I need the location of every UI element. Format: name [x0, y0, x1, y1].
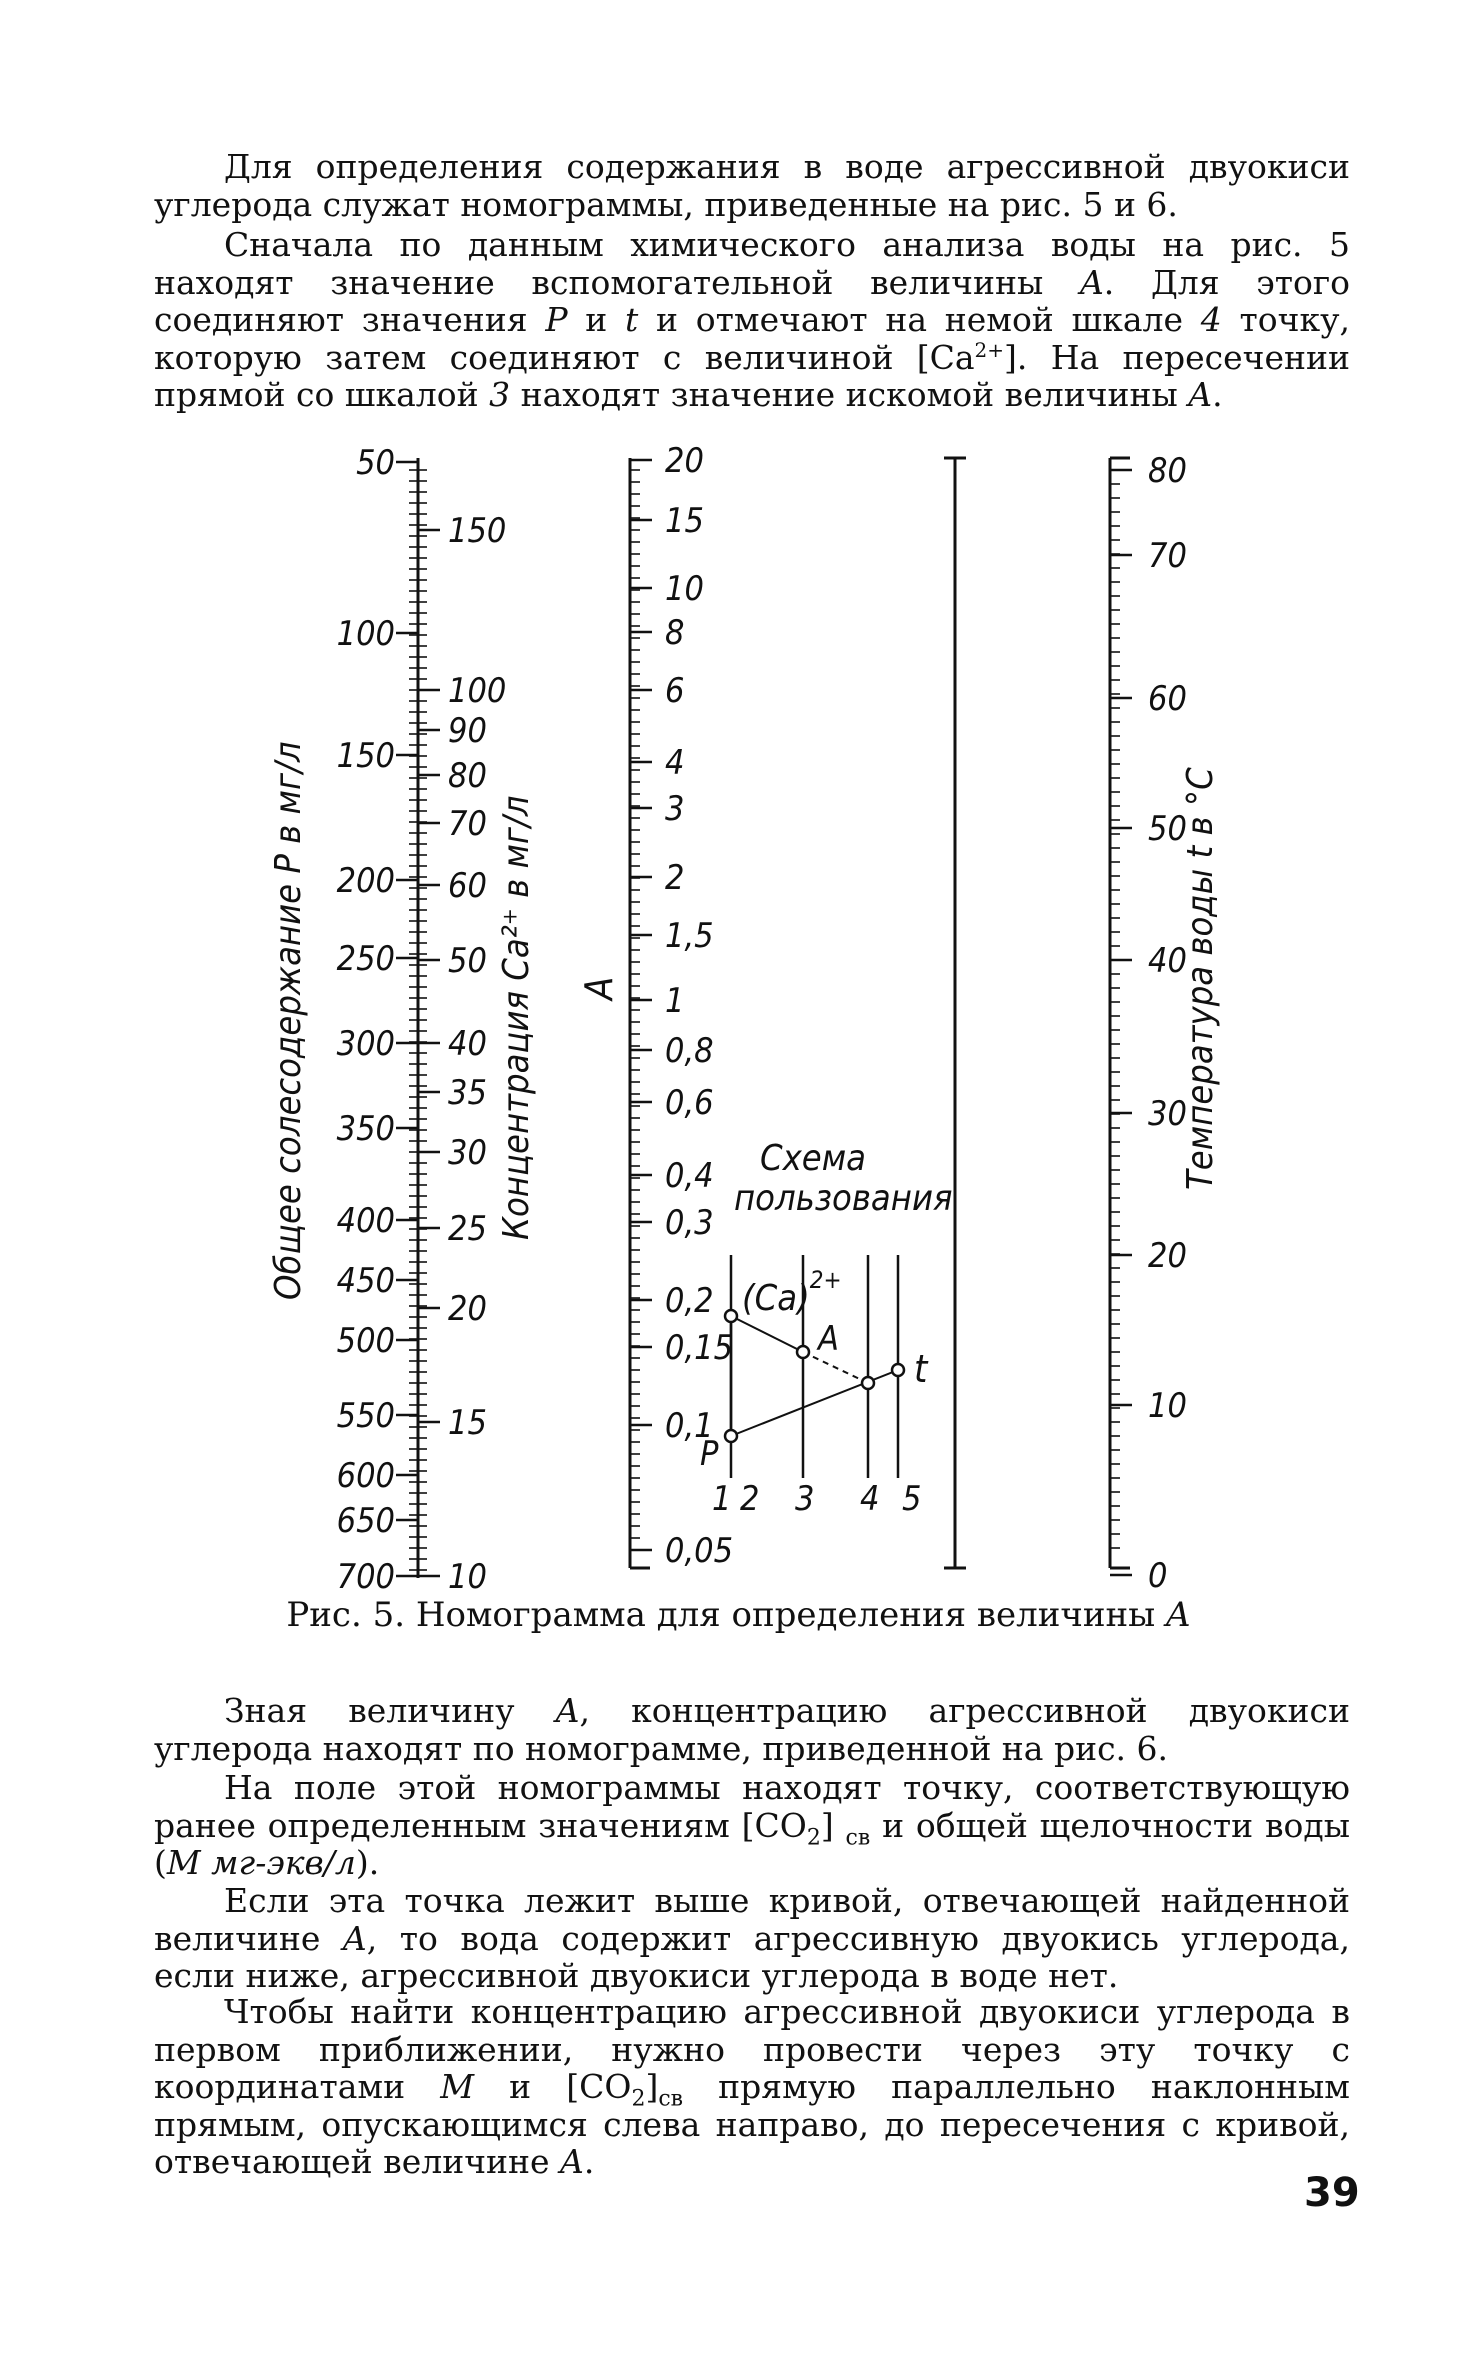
- axis5-tick-label: 40: [1148, 941, 1187, 981]
- axis1-tick-label: 700: [336, 1557, 395, 1597]
- schema-point: [797, 1346, 809, 1358]
- axis3-tick-label: 0,6: [665, 1083, 714, 1123]
- axis3-tick-label: 20: [665, 441, 704, 481]
- axis2-tick-label: 70: [448, 804, 487, 844]
- axis5-tick-label: 0: [1148, 1556, 1168, 1596]
- schema-ca-label: $(Ca)^{2+}$: [742, 1266, 842, 1319]
- axis5-label: Температура воды t в °C: [1180, 767, 1221, 1190]
- intro-paragraph-1: Для определения содержания в воде агрессивной двуокиси углерода служат номограммы, приведенные на рис. 5 и 6.: [154, 147, 1350, 224]
- body-paragraph-4: Чтобы найти концентрацию агрессивной двуокиси углерода в первом приближении, нужно провести через эту точку с координатами M и $[CO_2]_{св}$ прямую параллельно наклонным прямым, опускающимся слева направо, до пересечения с кривой, отвечающей величине A.: [154, 1992, 1350, 2181]
- axis5-tick-label: 60: [1148, 679, 1187, 719]
- axis3-tick-label: 0,1: [665, 1406, 714, 1446]
- axis2-tick-label: 20: [448, 1289, 487, 1329]
- body-paragraph-3: Если эта точка лежит выше кривой, отвечающей найденной величине A, то вода содержит агрессивную двуокись углерода, если ниже, агрессивной двуокиси углерода в воде нет.: [154, 1881, 1350, 1995]
- axis5-tick-label: 50: [1148, 809, 1187, 849]
- axis2-tick-label: 50: [448, 941, 487, 981]
- axis1-label: Общее солесодержание P в мг/л: [268, 741, 309, 1300]
- axis3-tick-label: 0,3: [665, 1203, 714, 1243]
- axis1-tick-label: 250: [336, 939, 395, 979]
- schema-point: [725, 1430, 737, 1442]
- axis3-tick-label: 3: [665, 789, 685, 829]
- axis2-tick-label: 150: [448, 511, 507, 551]
- axis2-tick-label: 10: [448, 1557, 487, 1597]
- schema-point: [862, 1377, 874, 1389]
- schema-t-label: t: [914, 1347, 928, 1391]
- schema-point: [892, 1364, 904, 1376]
- schema-number: 2: [740, 1479, 760, 1519]
- axis3-tick-label: 8: [665, 613, 685, 653]
- axis5-tick-label: 80: [1148, 451, 1187, 491]
- axis2-tick-label: 90: [448, 711, 487, 751]
- axis3-tick-label: 0,15: [665, 1328, 734, 1368]
- axis1-tick-label: 600: [336, 1456, 395, 1496]
- schema-number: 5: [902, 1479, 922, 1519]
- axis1-tick-label: 550: [336, 1396, 395, 1436]
- axis1-tick-label: 200: [336, 861, 395, 901]
- axis3-tick-label: 0,8: [665, 1031, 714, 1071]
- axis1-tick-label: 400: [336, 1201, 395, 1241]
- body-paragraph-1: Зная величину A, концентрацию агрессивной двуокиси углерода находят по номограмме, приведенной на рис. 6.: [154, 1691, 1350, 1768]
- intro-paragraph-2: Сначала по данным химического анализа воды на рис. 5 находят значение вспомогательной величины A. Для этого соединяют значения P и t и отмечают на немой шкале 4 точку, которую затем соединяют с величиной $[Ca^{2+}]$. На пересечении прямой со шкалой 3 находят значение искомой величины A.: [154, 225, 1351, 414]
- axis3-tick-label: 0,4: [665, 1156, 714, 1196]
- schema-number: 1: [712, 1479, 732, 1519]
- axis3-tick-label: 4: [665, 743, 685, 783]
- axis1-tick-label: 350: [336, 1109, 395, 1149]
- axis2-tick-label: 30: [448, 1133, 487, 1173]
- schema-number: 4: [860, 1479, 880, 1519]
- axis2-tick-label: 25: [448, 1209, 487, 1249]
- body-paragraph-2: На поле этой номограммы находят точку, соответствующую ранее определенным значениям $[CO_2]$ $_{св}$ и общей щелочности воды (M мг-экв/л).: [154, 1768, 1350, 1882]
- axis5-tick-label: 20: [1148, 1236, 1187, 1276]
- schema-title-line1: Схема: [760, 1138, 866, 1179]
- axis1-tick-label: 450: [336, 1261, 395, 1301]
- schema-p-label: P: [700, 1434, 719, 1474]
- axis3-tick-label: 2: [665, 858, 685, 898]
- axis5-tick-label: 30: [1148, 1094, 1187, 1134]
- axis1-tick-label: 300: [336, 1024, 395, 1064]
- schema-number: 3: [795, 1479, 815, 1519]
- axis3-tick-label: 0,05: [665, 1531, 734, 1571]
- axis5-tick-label: 10: [1148, 1386, 1187, 1426]
- axis3-tick-label: 10: [665, 569, 704, 609]
- axis1-tick-label: 500: [336, 1321, 395, 1361]
- schema-line-ca-a: [731, 1316, 803, 1352]
- schema-title-line2: пользования: [734, 1178, 953, 1219]
- schema-a-label: A: [818, 1319, 839, 1359]
- axis3-tick-label: 0,2: [665, 1281, 714, 1321]
- page-number: 39: [1304, 2170, 1360, 2216]
- schema-point: [725, 1310, 737, 1322]
- axis2-tick-label: 40: [448, 1024, 487, 1064]
- axis2-tick-label: 80: [448, 756, 487, 796]
- axis3-label: A: [577, 976, 621, 1000]
- axis2-tick-label: 60: [448, 866, 487, 906]
- axis2-label: Концентрация Ca²⁺ в мг/л: [496, 795, 537, 1240]
- axis1-tick-label: 100: [336, 614, 395, 654]
- figure-caption: Рис. 5. Номограмма для определения величины A: [286, 1595, 1191, 1635]
- axis2-tick-label: 35: [448, 1073, 487, 1113]
- axis1-tick-label: 650: [336, 1501, 395, 1541]
- axis2-tick-label: 100: [448, 671, 507, 711]
- axis5-tick-label: 70: [1148, 536, 1187, 576]
- axis2-tick-label: 15: [448, 1403, 487, 1443]
- axis3-tick-label: 1: [665, 981, 685, 1021]
- schema-numbers: [712, 1479, 921, 1519]
- axis3-tick-label: 1,5: [665, 916, 714, 956]
- axis1-tick-label: 150: [336, 736, 395, 776]
- axis1-tick-label: 50: [356, 443, 395, 483]
- axis3-tick-label: 6: [665, 671, 685, 711]
- usage-schema: [700, 1138, 952, 1519]
- axis3-tick-label: 15: [665, 501, 704, 541]
